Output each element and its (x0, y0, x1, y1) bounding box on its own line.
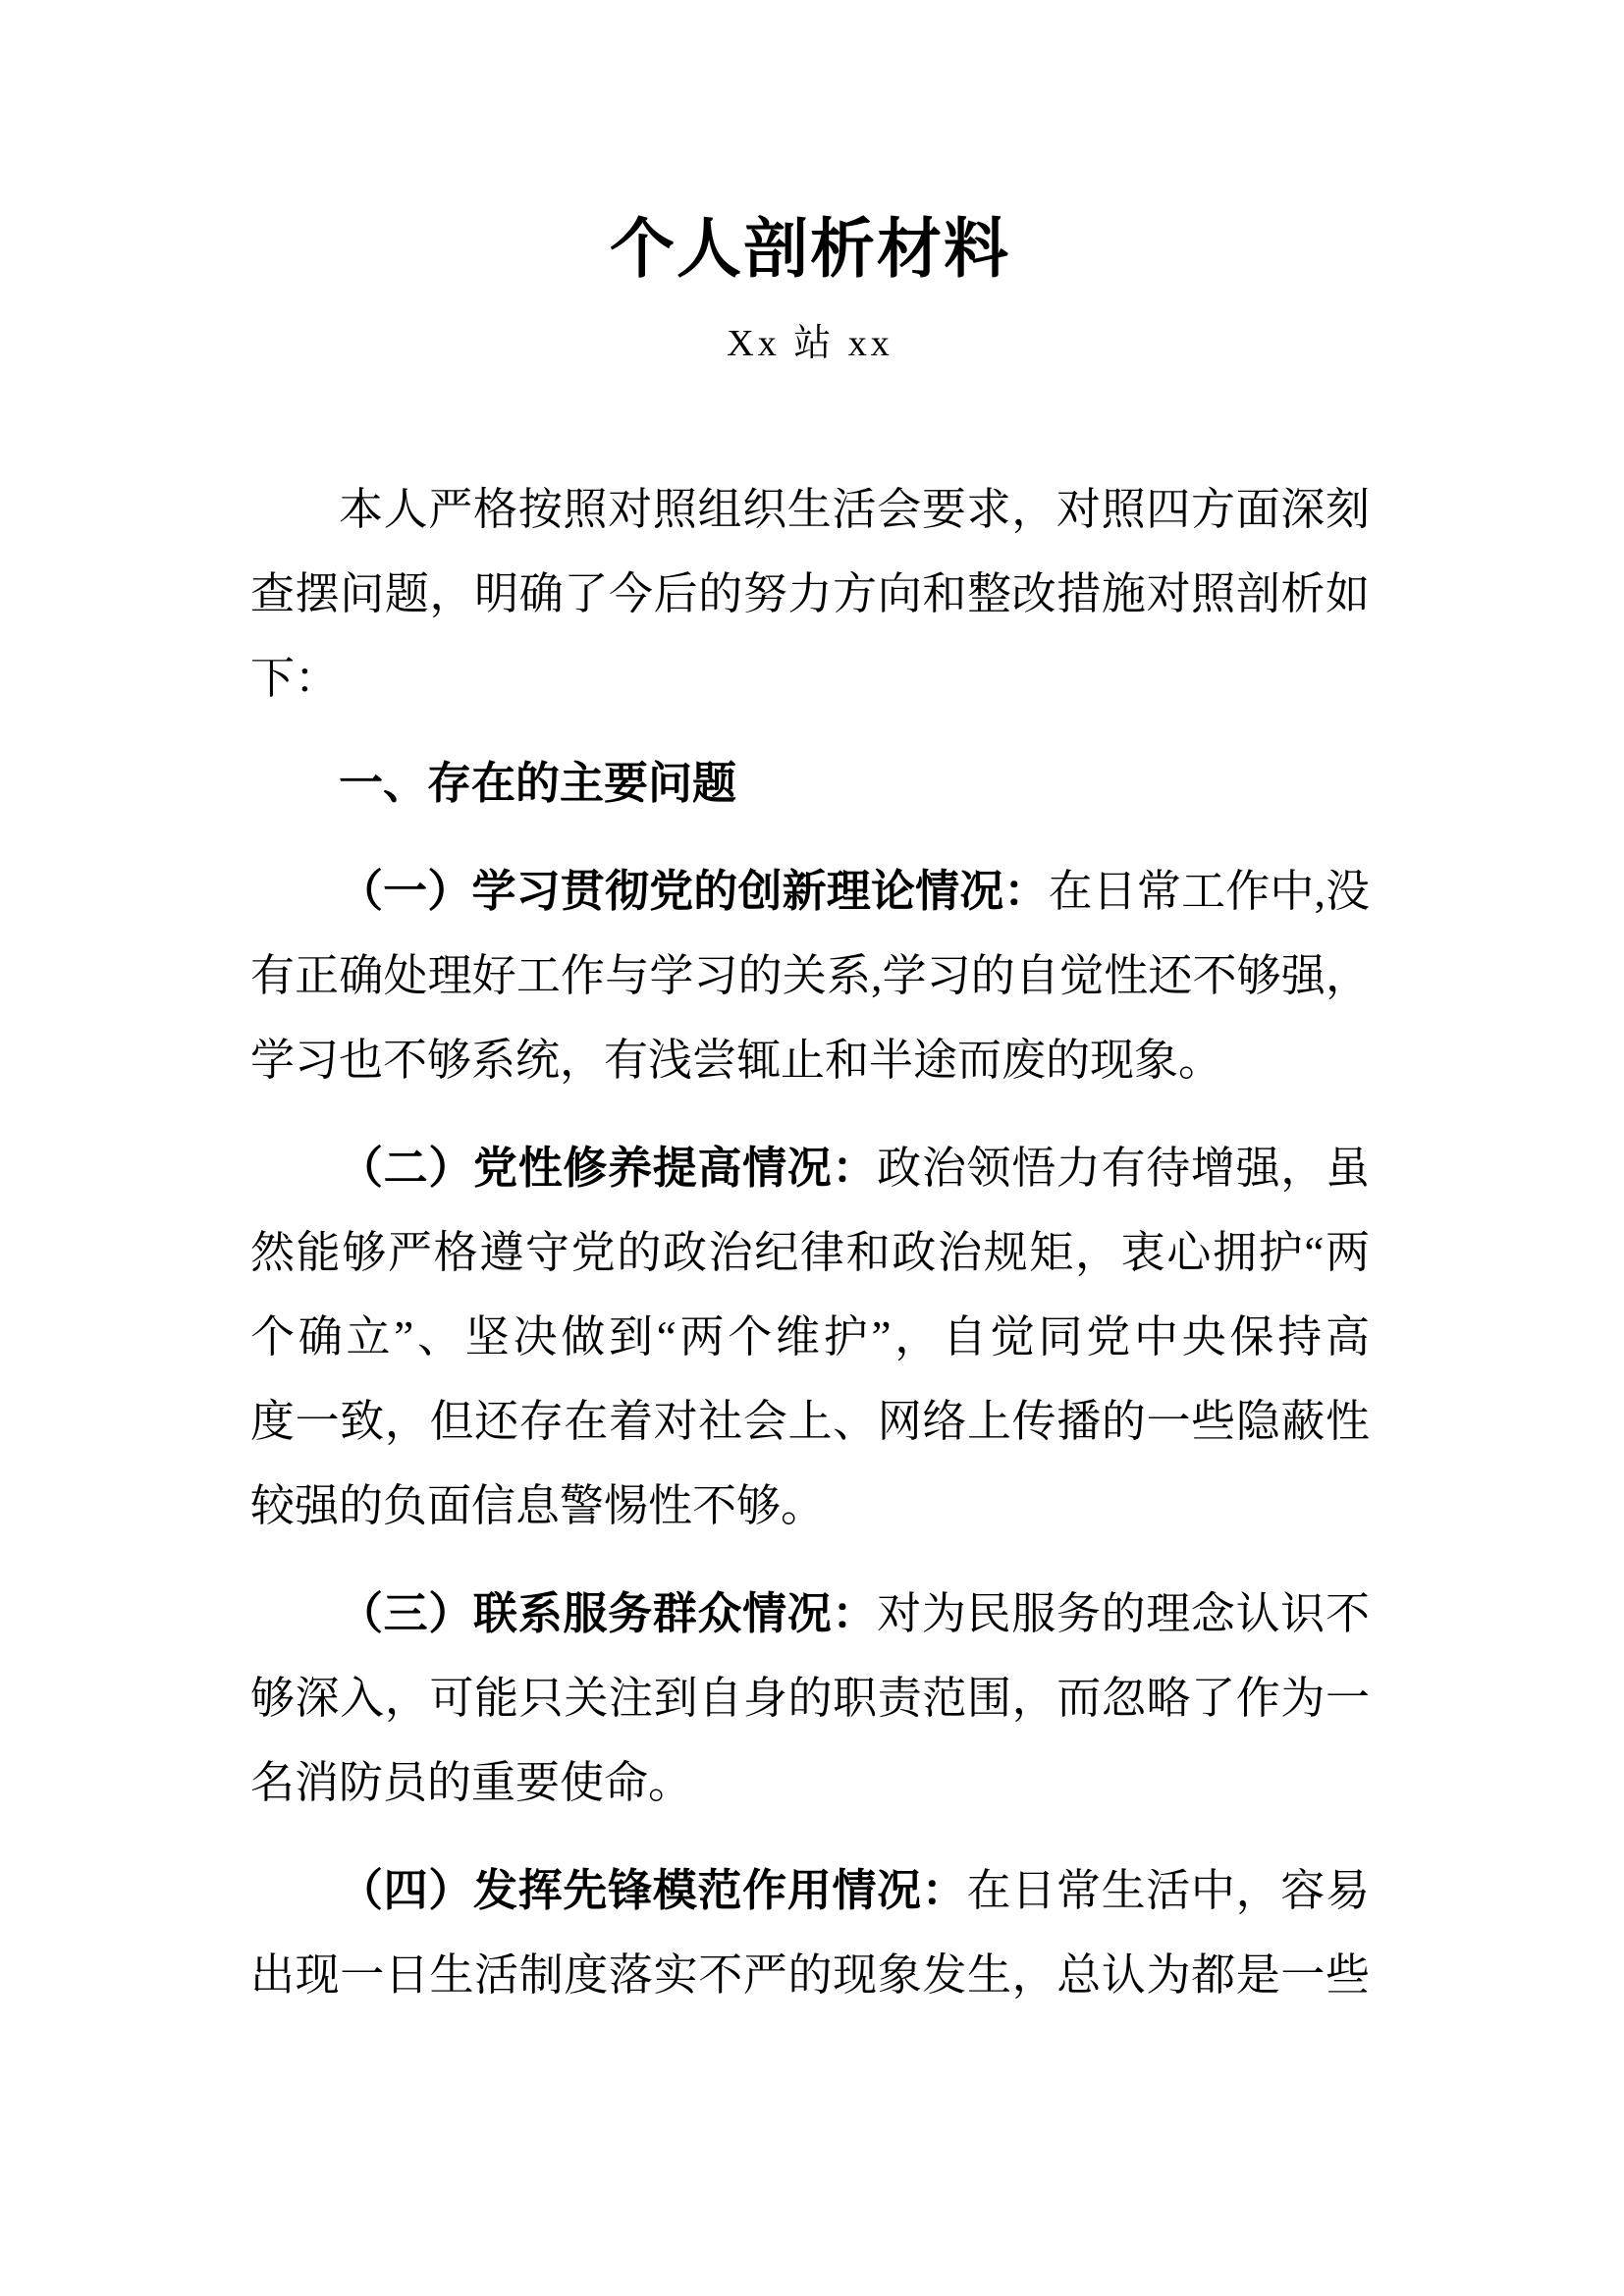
section-heading (250, 741, 1370, 826)
body-text: 名消防员的重要使命。 (250, 1758, 693, 1807)
section-4 (250, 1848, 1370, 2017)
body-text: 较强的负面信息警惕性不够。 (250, 1481, 826, 1530)
text-line (250, 1848, 1370, 1933)
bold-lead-text: 一、存在的主要问题 (339, 758, 737, 808)
body-text: 然能够严格遵守党的政治纪律和政治规矩，衷心拥护“两 (250, 1228, 1370, 1277)
text-line (250, 934, 1370, 1018)
body-text: 度一致，但还存在着对社会上、网络上传播的一些隐蔽性 (250, 1397, 1370, 1446)
section-2 (250, 1126, 1370, 1548)
bold-lead-text: （三）联系服务群众情况： (339, 1589, 878, 1638)
body-text: 学习也不够系统，有浅尝辄止和半途而废的现象。 (250, 1036, 1223, 1085)
body-text: 政治领悟力有待增强，虽 (877, 1144, 1370, 1193)
document-subtitle: Xx 站 xx (727, 323, 893, 364)
document-body (250, 467, 1370, 2017)
body-text: 在日常工作中,没 (1048, 867, 1370, 916)
text-line (250, 467, 1370, 552)
bold-lead-text: （一）学习贯彻党的创新理论情况： (339, 867, 1049, 916)
text-line (250, 741, 1370, 826)
document-content (250, 0, 1370, 2017)
bold-lead-text: （四）发挥先锋模范作用情况： (339, 1866, 967, 1915)
document-title: 个人剖析材料 (610, 214, 1010, 286)
text-line (250, 1210, 1370, 1295)
body-text: 下： (250, 654, 340, 703)
text-line (250, 1933, 1370, 2017)
body-text: 出现一日生活制度落实不严的现象发生，总认为都是一些 (250, 1950, 1370, 2000)
text-line (250, 552, 1370, 636)
body-text: 有正确处理好工作与学习的关系,学习的自觉性还不够强， (250, 951, 1370, 1000)
body-text: 本人严格按照对照组织生活会要求，对照四方面深刻 (339, 485, 1370, 534)
section-1 (250, 849, 1370, 1102)
body-text: 个确立”、坚决做到“两个维护”，自觉同党中央保持高 (250, 1312, 1370, 1362)
text-line (250, 1464, 1370, 1548)
text-line (250, 1126, 1370, 1210)
text-line (250, 1740, 1370, 1825)
section-3 (250, 1572, 1370, 1825)
text-line (250, 636, 1370, 721)
text-line (250, 1295, 1370, 1379)
text-line (250, 1018, 1370, 1102)
body-text: 对为民服务的理念认识不 (877, 1589, 1370, 1638)
text-line (250, 1656, 1370, 1740)
body-text: 在日常生活中，容易 (966, 1866, 1370, 1915)
intro-paragraph (250, 467, 1370, 721)
body-text: 查摆问题，明确了今后的努力方向和整改措施对照剖析如 (250, 569, 1370, 618)
text-line (250, 1572, 1370, 1656)
text-line (250, 1379, 1370, 1464)
text-line (250, 849, 1370, 934)
bold-lead-text: （二）党性修养提高情况： (339, 1144, 878, 1193)
body-text: 够深入，可能只关注到自身的职责范围，而忽略了作为一 (250, 1674, 1370, 1723)
